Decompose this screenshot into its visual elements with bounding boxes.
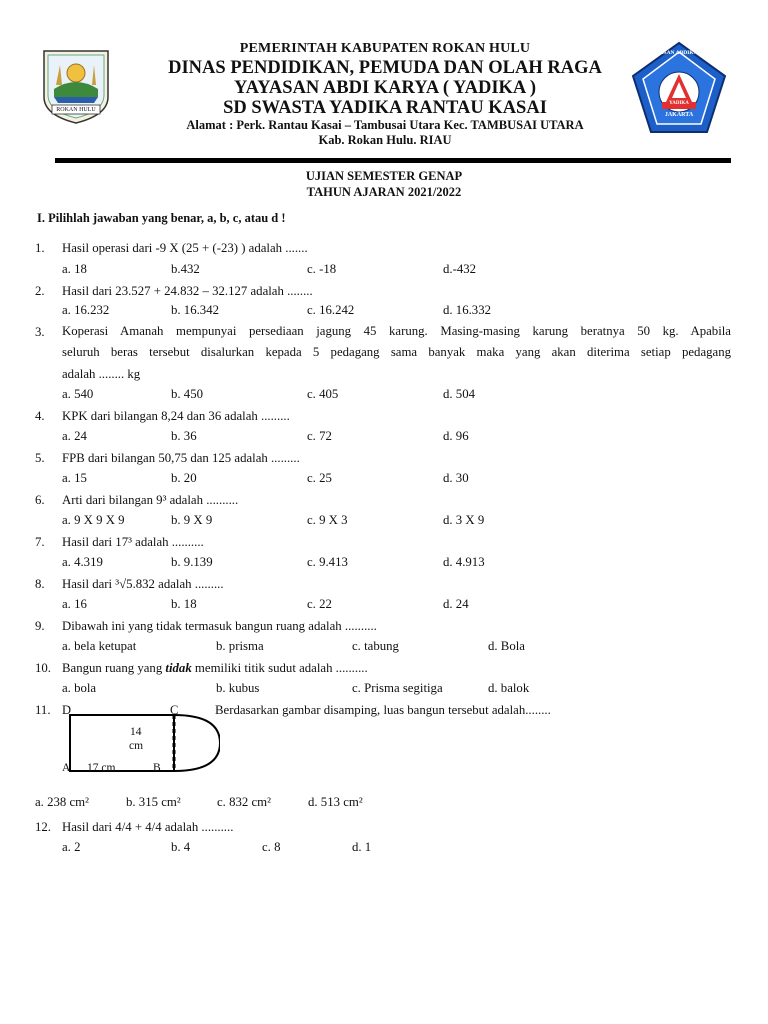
exam-year: TAHUN AJARAN 2021/2022 <box>306 185 462 199</box>
option-c[interactable]: c. -18 <box>307 262 337 276</box>
header-address-2: Kab. Rokan Hulu. RIAU <box>318 133 452 147</box>
question-text: Dibawah ini yang tidak termasuk bangun ruang adalah .......... <box>62 619 377 633</box>
question-number: 8. <box>35 577 45 591</box>
right-logo-banner: YADIKA <box>669 101 689 106</box>
option-a[interactable]: a. 18 <box>62 262 87 276</box>
question-number: 6. <box>35 493 45 507</box>
question-text-line-3: adalah ........ kg <box>62 367 141 381</box>
vertex-c-label: C <box>170 703 179 717</box>
question-text: Berdasarkan gambar disamping, luas bangun tersebut adalah........ <box>215 703 551 717</box>
option-a[interactable]: a. 15 <box>62 471 87 485</box>
option-c[interactable]: c. 8 <box>262 840 281 854</box>
question-number: 10. <box>35 661 51 675</box>
option-b[interactable]: b. 16.342 <box>171 303 219 317</box>
question-number: 5. <box>35 451 45 465</box>
option-a[interactable]: a. 9 X 9 X 9 <box>62 513 125 527</box>
option-c[interactable]: c. 72 <box>307 429 332 443</box>
option-c[interactable]: c. 405 <box>307 387 339 401</box>
question-text-post: memiliki titik sudut adalah .......... <box>191 661 368 675</box>
question-text: Hasil dari ³√5.832 adalah ......... <box>62 577 224 591</box>
option-d[interactable]: d. 513 cm² <box>308 795 363 809</box>
option-d[interactable]: d. 16.332 <box>443 303 491 317</box>
option-d[interactable]: d. 504 <box>443 387 475 401</box>
option-c[interactable]: c. tabung <box>352 639 399 653</box>
option-b[interactable]: b. 36 <box>171 429 197 443</box>
question-text-line-1: Koperasi Amanah mempunyai persediaan jagung 45 karung. Masing-masing karung beratnya 50 kg. Apabila <box>62 324 731 338</box>
option-b[interactable]: b. prisma <box>216 639 264 653</box>
option-a[interactable]: a. 2 <box>62 840 81 854</box>
option-a[interactable]: a. bela ketupat <box>62 639 137 653</box>
left-logo-text: ROKAN HULU <box>56 107 96 113</box>
question-number: 2. <box>35 284 45 298</box>
option-c[interactable]: c. 832 cm² <box>217 795 271 809</box>
option-d[interactable]: d. 24 <box>443 597 469 611</box>
option-b[interactable]: b. 315 cm² <box>126 795 181 809</box>
option-d[interactable]: d. 30 <box>443 471 469 485</box>
option-d[interactable]: d. 96 <box>443 429 469 443</box>
emphasis-word: tidak <box>165 661 192 675</box>
question-text-pre: Bangun ruang yang <box>62 661 166 675</box>
instruction: I. Pilihlah jawaban yang benar, a, b, c, atau d ! <box>37 211 286 225</box>
option-a[interactable]: a. bola <box>62 681 97 695</box>
option-d[interactable]: d. 3 X 9 <box>443 513 485 527</box>
option-a[interactable]: a. 16.232 <box>62 303 110 317</box>
option-c[interactable]: c. 22 <box>307 597 332 611</box>
question-number: 9. <box>35 619 45 633</box>
option-a[interactable]: a. 4.319 <box>62 555 103 569</box>
option-b[interactable]: b. 9 X 9 <box>171 513 213 527</box>
header-line-3: YAYASAN ABDI KARYA ( YADIKA ) <box>233 78 537 98</box>
question-text: FPB dari bilangan 50,75 dan 125 adalah ......... <box>62 451 300 465</box>
width-label: 17 cm <box>87 762 116 774</box>
header-address-1: Alamat : Perk. Rantau Kasai – Tambusai Utara Kec. TAMBUSAI UTARA <box>186 118 584 132</box>
question-text <box>62 660 368 676</box>
question-text: Arti dari bilangan 9³ adalah .......... <box>62 493 239 507</box>
option-c[interactable]: c. 16.242 <box>307 303 355 317</box>
option-c[interactable]: c. 9 X 3 <box>307 513 348 527</box>
option-d[interactable]: d. 4.913 <box>443 555 485 569</box>
option-d[interactable]: d. balok <box>488 681 530 695</box>
vertex-b-label: B <box>153 762 161 774</box>
exam-title: UJIAN SEMESTER GENAP <box>305 169 463 183</box>
header-line-4: SD SWASTA YADIKA RANTAU KASAI <box>223 98 547 118</box>
question-number: 12. <box>35 820 51 834</box>
header-line-1: PEMERINTAH KABUPATEN ROKAN HULU <box>239 41 531 56</box>
option-d[interactable]: d.-432 <box>443 262 477 276</box>
right-logo-bottom: JAKARTA <box>664 112 694 118</box>
option-d[interactable]: d. Bola <box>488 639 525 653</box>
option-c[interactable]: c. Prisma segitiga <box>352 681 443 695</box>
question-number: 7. <box>35 535 45 549</box>
question-number: 11. <box>35 703 51 717</box>
option-b[interactable]: b. 450 <box>171 387 203 401</box>
header-line-2: DINAS PENDIDIKAN, PEMUDA DAN OLAH RAGA <box>168 58 602 78</box>
option-b[interactable]: b.432 <box>171 262 200 276</box>
vertex-d-label: D <box>62 703 72 717</box>
height-unit-label: cm <box>129 740 144 752</box>
option-a[interactable]: a. 238 cm² <box>35 795 89 809</box>
option-a[interactable]: a. 540 <box>62 387 94 401</box>
question-text: KPK dari bilangan 8,24 dan 36 adalah ......... <box>62 409 290 423</box>
question-text: Hasil operasi dari -9 X (25 + (-23) ) adalah ....... <box>62 241 308 255</box>
question-text: Hasil dari 17³ adalah .......... <box>62 535 204 549</box>
question-text: Hasil dari 4/4 + 4/4 adalah .......... <box>62 820 234 834</box>
vertex-a-label: A <box>62 762 71 774</box>
question-number: 4. <box>35 409 45 423</box>
question-number: 1. <box>35 241 45 255</box>
option-b[interactable]: b. 20 <box>171 471 197 485</box>
option-a[interactable]: a. 16 <box>62 597 87 611</box>
header-divider <box>55 158 731 163</box>
option-b[interactable]: b. kubus <box>216 681 260 695</box>
option-c[interactable]: c. 25 <box>307 471 332 485</box>
option-b[interactable]: b. 4 <box>171 840 191 854</box>
question-number: 3. <box>35 325 45 339</box>
option-b[interactable]: b. 9.139 <box>171 555 213 569</box>
letterhead <box>120 40 650 148</box>
rokan-hulu-emblem-icon <box>36 45 116 125</box>
height-label: 14 <box>130 726 142 738</box>
option-c[interactable]: c. 9.413 <box>307 555 348 569</box>
option-a[interactable]: a. 24 <box>62 429 87 443</box>
question-text-line-2: seluruh beras tersebut disalurkan kepada 5 pedagang sama banyak maka yang akan diterima setiap pedagang <box>62 345 731 359</box>
right-logo-text: YAYASAN ABDIKARYA <box>649 50 709 56</box>
option-d[interactable]: d. 1 <box>352 840 372 854</box>
question-text: Hasil dari 23.527 + 24.832 – 32.127 adalah ........ <box>62 284 313 298</box>
option-b[interactable]: b. 18 <box>171 597 197 611</box>
